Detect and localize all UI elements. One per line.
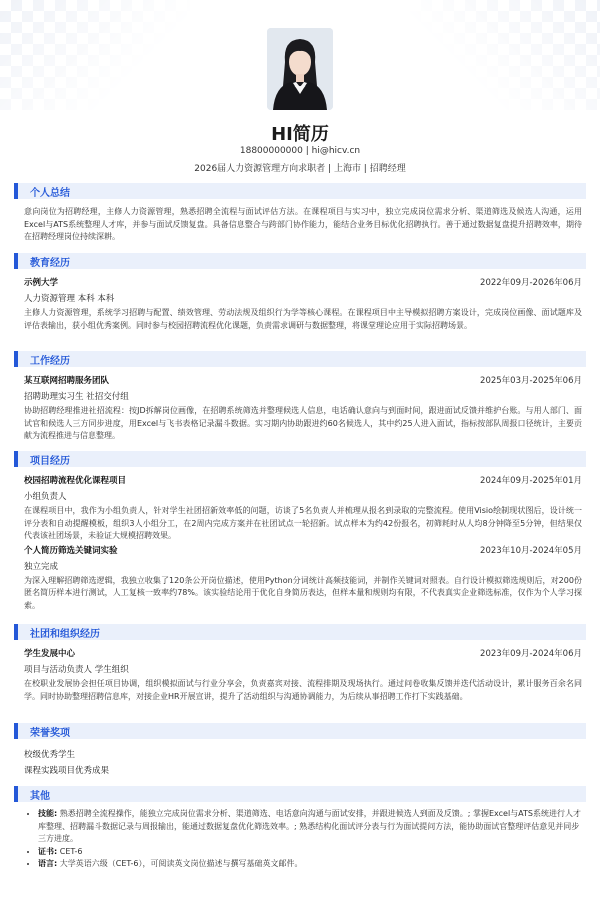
organization-period: 2023年09月-2024年06月 (480, 649, 582, 659)
section-title: 社团和组织经历 (30, 628, 100, 640)
summary-text: 意向岗位为招聘经理，主修人力资源管理，熟悉招聘全流程与面试评估方法。在课程项目与实习中，独立完成岗位需求分析、渠道筛选及候选人沟通，运用Excel与ATS系统整理人才库，并参与面试反馈复盘。具备信息整合与跨部门协作能力，能结合业务目标优化招聘执行。善于通过数据复盘提升招聘效率，期待在招聘经理岗位持续深耕。 (24, 207, 582, 241)
project-role: 独立完成 (24, 561, 59, 572)
other-item (38, 846, 582, 859)
section-accent-bar (14, 451, 18, 467)
section-header (14, 351, 586, 367)
section-header (14, 624, 586, 640)
other-list (24, 808, 582, 871)
project-name: 校园招聘流程优化课程项目 (24, 476, 127, 486)
education-text: 主修人力资源管理，系统学习招聘与配置、绩效管理、劳动法规及组织行为学等核心课程。在课程项目中主导模拟招聘方案设计，完成岗位画像、面试题库及评估表输出，获小组优秀案例。同时参与校园招聘流程优化课题，负责需求调研与数据整理，将课堂理论应用于实际招聘场景。 (24, 308, 582, 330)
section-title: 其他 (30, 790, 50, 802)
section-header (14, 451, 586, 467)
section-accent-bar (14, 183, 18, 199)
contact-info: 18800000000 | hi@hicv.cn (239, 146, 361, 156)
section-header (14, 183, 586, 199)
section-title: 荣誉奖项 (30, 727, 70, 739)
section-header (14, 253, 586, 269)
organization-text: 在校职业发展协会担任项目协调，组织模拟面试与行业分享会，负责嘉宾对接、流程排期及现场执行。通过问卷收集反馈并迭代活动设计，累计服务百余名同学。同时协助整理招聘信息库，对接企业HR开展宣讲，提升了活动组织与沟通协调能力，为后续从事招聘工作打下实践基础。 (24, 679, 582, 701)
other-item-label: 证书: (38, 846, 58, 856)
project-period: 2023年10月-2024年05月 (480, 545, 582, 556)
section-title: 工作经历 (30, 355, 70, 367)
school-name: 示例大学 (24, 278, 59, 288)
project-name: 个人简历筛选关键词实验 (24, 545, 118, 556)
major-degree: 人力资源管理 本科 本科 (24, 294, 115, 304)
work-period: 2025年03月-2025年06月 (480, 376, 582, 386)
section-title: 项目经历 (30, 455, 70, 467)
other-item-text: 大学英语六级（CET-6），可阅读英文岗位描述与撰写基础英文邮件。 (59, 859, 303, 868)
company-name: 某互联网招聘服务团队 (24, 376, 110, 386)
portrait-photo (267, 28, 333, 110)
other-item-text: CET-6 (59, 846, 83, 856)
section-work (14, 351, 586, 443)
other-item (38, 808, 582, 846)
section-accent-bar (14, 786, 18, 802)
section-accent-bar (14, 624, 18, 640)
other-item-label: 技能: (38, 809, 58, 818)
section-title: 个人总结 (30, 187, 70, 199)
project-period: 2024年09月-2025年01月 (480, 476, 582, 486)
honor-item: 课程实践项目优秀成果 (24, 766, 110, 776)
work-role: 招聘助理实习生 社招交付组 (24, 392, 129, 402)
other-item (38, 858, 582, 871)
job-intention: 2026届人力资源管理方向求职者 | 上海市 | 招聘经理 (194, 164, 406, 174)
section-education (14, 253, 586, 332)
section-accent-bar (14, 253, 18, 269)
header-decoration-right (410, 0, 600, 110)
project-text: 在课程项目中，我作为小组负责人，针对学生社团招新效率低的问题，访谈了5名负责人并梳理从报名到录取的完整流程。使用Visio绘制现状图后，设计统一评分表和自动提醒模板，组织3人小组分工，在2周内完成方案并在社团试点一轮招新。试点样本为约42份报名，初筛耗时从人均8分钟降至5分钟，但结果仅代表该社团场景，未验证大规模招聘效果。 (24, 506, 582, 540)
honor-item: 校级优秀学生 (24, 750, 76, 760)
education-period: 2022年09月-2026年06月 (480, 278, 582, 288)
section-accent-bar (14, 351, 18, 367)
section-header (14, 723, 586, 739)
section-accent-bar (14, 723, 18, 739)
project-role: 小组负责人 (24, 492, 67, 502)
section-header (14, 786, 586, 802)
header-decoration-left (0, 0, 190, 110)
organization-role: 项目与活动负责人 学生组织 (24, 665, 129, 675)
resume-name: HI简历 (271, 124, 329, 145)
section-summary (14, 183, 586, 244)
project-text: 为深入理解招聘筛选逻辑，我独立收集了120条公开岗位描述，使用Python分词统计高频技能词，并制作关键词对照表。自行设计模拟筛选规则后，对200份匿名简历样本进行测试，人工复核一致率约78%。该实验结论用于优化自身简历表达，但样本量和规则均有限，不代表真实企业筛选标准，仅作为个人学习探索。 (24, 575, 582, 610)
avatar (267, 28, 333, 110)
section-projects (14, 451, 586, 612)
work-text: 协助招聘经理推进社招流程：按JD拆解岗位画像，在招聘系统筛选并整理候选人信息，电话确认意向与到面时间，跟进面试反馈并维护台账。与用人部门、面试官和候选人三方同步进度，用Excel与飞书表格记录漏斗数据。实习期内协助跟进约60名候选人，其中约25人进入面试，指标按部队周报口径统计，主要贡献为流程推进与信息整理。 (24, 406, 582, 440)
other-item-label: 语言: (38, 859, 58, 868)
section-other (14, 786, 586, 871)
section-social (14, 624, 586, 703)
organization-name: 学生发展中心 (24, 649, 76, 659)
section-honors (14, 723, 586, 779)
section-title: 教育经历 (30, 257, 70, 269)
other-item-text: 熟悉招聘全流程操作，能独立完成岗位需求分析、渠道筛选、电话意向沟通与面试安排，并跟进候选人到面及反馈。; 掌握Excel与ATS系统进行人才库整理、招聘漏斗数据记录与周报输出，能通过数据复盘优化筛选效率。; 熟悉结构化面试评分表与行为面试提问方法，能协助面试官整理评估意见并同步三方进度。 (38, 809, 581, 843)
